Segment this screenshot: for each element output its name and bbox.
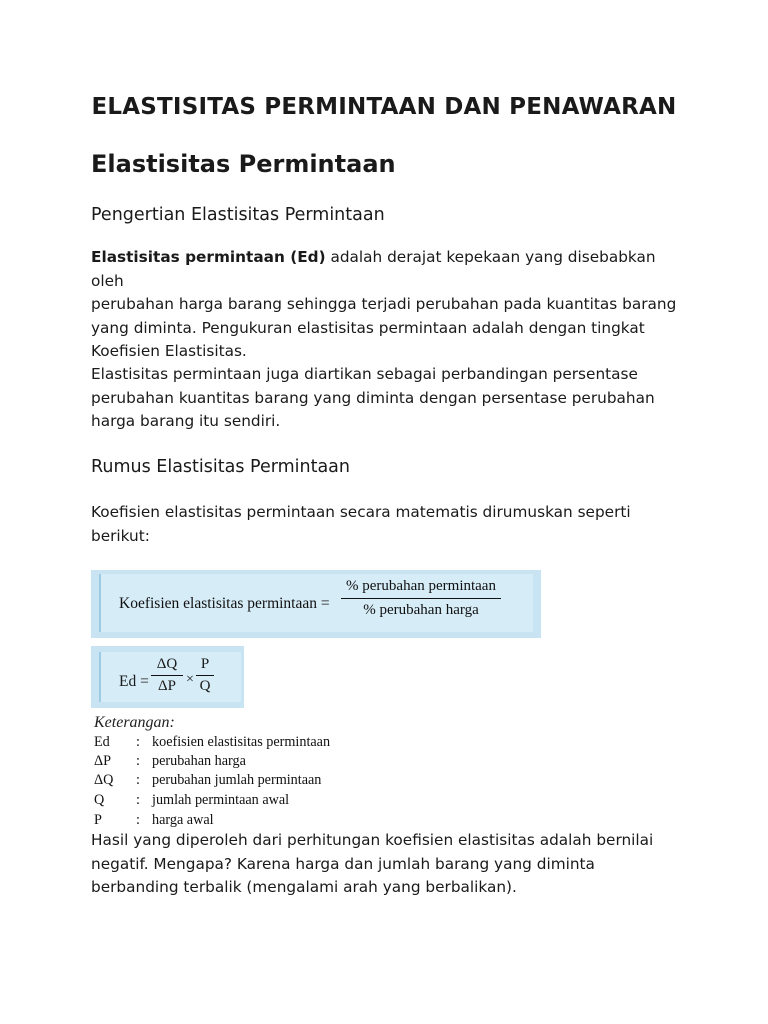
para4-line2: negatif. Mengapa? Karena harga dan jumlah barang yang diminta [91,854,595,873]
subheading-formula: Rumus Elastisitas Permintaan [91,457,350,477]
legend-title: Keterangan: [94,714,175,731]
subheading-definition: Pengertian Elastisitas Permintaan [91,205,385,225]
formula2-fraction-delta [151,656,183,695]
formula2-times-sign: × [186,672,194,687]
para4-line3: berbanding terbalik (mengalami arah yang berbalikan). [91,878,517,896]
legend-description: perubahan harga [152,753,246,769]
formula1-denominator: % perubahan harga [363,602,479,618]
para1-line4: Koefisien Elastisitas. [91,342,247,360]
paragraph-definition [91,246,691,364]
formula1-fraction [341,578,501,619]
section-heading: Elastisitas Permintaan [91,150,396,178]
para1-bold-term: Elastisitas permintaan (Ed) [91,248,326,266]
formula-figure [91,568,551,830]
legend-symbol: ΔQ [94,772,114,788]
document-title: ELASTISITAS PERMINTAAN DAN PENAWARAN [91,94,677,120]
legend-description: harga awal [152,812,214,828]
para3-line2: berikut: [91,526,150,545]
formula2-den-a: ΔP [158,678,176,694]
formula1-numerator: % perubahan permintaan [341,578,501,599]
legend-colon: : [136,812,140,828]
legend-symbol: P [94,812,102,828]
para2-line2: perubahan kuantitas barang yang diminta dengan persentase perubahan [91,388,655,407]
para2-line3: harga barang itu sendiri. [91,412,281,430]
legend-description: jumlah permintaan awal [152,792,290,808]
legend-symbol: Ed [94,734,110,750]
legend-colon: : [136,772,140,788]
para4-line1: Hasil yang diperoleh dari perhitungan koefisien elastisitas adalah bernilai [91,831,654,849]
formula2-den-b: Q [199,678,211,694]
para1-line2: perubahan harga barang sehingga terjadi perubahan pada kuantitas barang [91,295,677,313]
legend-description: koefisien elastisitas permintaan [152,734,331,750]
para1-line3: yang diminta. Pengukuran elastisitas permintaan adalah dengan tingkat [91,318,645,337]
formula2-fraction-pq [196,656,214,695]
formula1-label: Koefisien elastisitas permintaan = [119,595,330,612]
para2-line1: Elastisitas permintaan juga diartikan sebagai perbandingan persentase [91,365,638,383]
paragraph-negative-result [91,829,691,900]
para3-line1: Koefisien elastisitas permintaan secara matematis dirumuskan seperti [91,503,631,521]
formula2-label: Ed = [119,673,149,690]
legend-symbol: Q [94,792,105,808]
formula2-num-b: P [196,656,214,676]
paragraph-formula-intro [91,501,691,548]
legend-description: perubahan jumlah permintaan [152,772,322,788]
legend-colon: : [136,734,140,750]
formula2-num-a: ΔQ [151,656,183,676]
legend-colon: : [136,753,140,769]
legend-colon: : [136,792,140,808]
para1-line1 [91,246,691,293]
legend-symbol: ΔP [94,753,112,769]
paragraph-ratio [91,363,691,434]
para1-line1-rest: adalah derajat kepekaan yang disebabkan oleh [91,248,656,290]
